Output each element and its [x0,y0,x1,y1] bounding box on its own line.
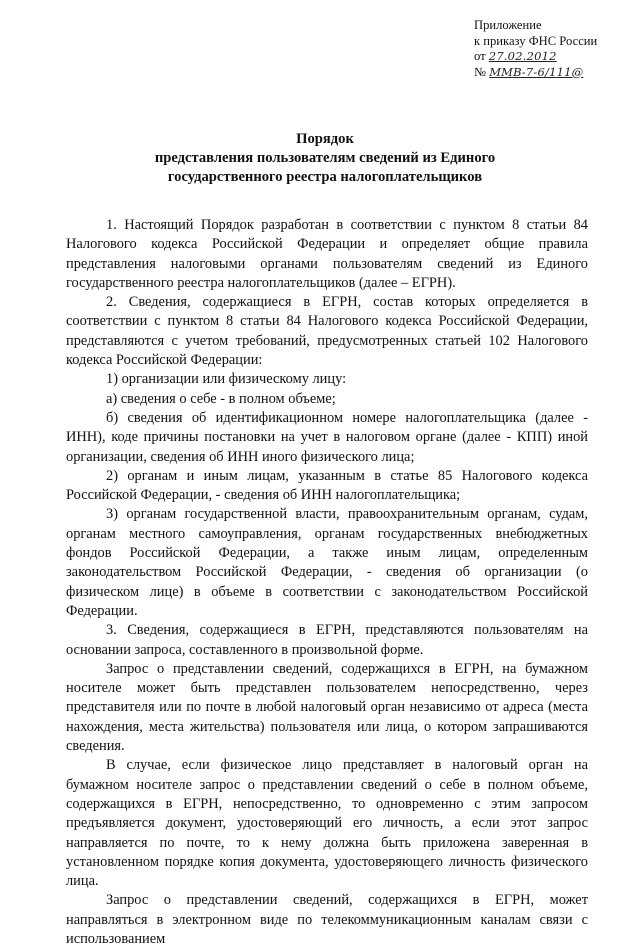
list-item-3: 3) органам государственной власти, правоохранительным органам, судам, органам местного самоуправления, органам государственных внебюджетных фондов Российской Федерации, а также иным лицам, определенным законодательством Российской Федерации, - сведения об организации (о физическом лице) в объеме в соответствии с законодательством Российской Федерации. [66,506,588,619]
title-line-1: Порядок [296,131,354,147]
list-item-1: 1) организации или физическому лицу: [106,371,347,388]
list-item-1a: а) сведения о себе - в полном объеме; [106,390,336,407]
handwritten-number: ММВ-7-6/111@ [489,64,584,79]
number-prefix: № [474,64,487,79]
list-item-2: 2) органам и иным лицам, указанным в статье 85 Налогового кодекса Российской Федерации, - сведения об ИНН налогоплательщика; [66,467,588,504]
paragraph-request-paper: Запрос о представлении сведений, содержащихся в ЕГРН, на бумажном носителе может быть представлен пользователем непосредственно, через представителя или по почте в любой налоговый орган независимо от адреса (места нахождения, места жительства) пользователя или лица, о котором запрашиваются сведения. [66,660,588,755]
paragraph-3: 3. Сведения, содержащиеся в ЕГРН, представляются пользователям на основании запроса, составленного в произвольной форме. [66,622,588,658]
document-title [60,130,590,187]
title-line-2: представления пользователям сведений из Единого [154,150,496,166]
paragraph-electronic-request: Запрос о представлении сведений, содержащихся в ЕГРН, может направляться в электронном виде по телекоммуникационным каналам связи с использованием [66,892,588,947]
title-line-3: государственного реестра налогоплательщиков [167,169,483,185]
handwritten-date: 27.02.2012 [488,49,557,63]
appendix-label: Приложение [474,18,542,32]
paragraph-individual-request: В случае, если физическое лицо представляет в налоговый орган на бумажном носителе запрос о представлении сведений о себе в полном объеме, содержащихся в ЕГРН, непосредственно, то одновременно с этим запросом предъявляется документ, удостоверяющий его личность, а если этот запрос направляется по почте, то к нему должна быть приложена заверенная в установленном порядке копия документа, удостоверяющего личность физического лица. [66,757,588,890]
date-prefix: от [474,49,486,63]
document-body [66,216,588,949]
list-item-1b: б) сведения об идентификационном номере налогоплательщика (далее - ИНН), коде причины постановки на учет в налоговом органе (далее - КПП) иной организации, сведения об ИНН иного физического лица; [66,409,588,465]
order-date [474,49,597,65]
paragraph-1: 1. Настоящий Порядок разработан в соответствии с пунктом 8 статьи 84 Налогового кодекса Российской Федерации и определяет общие правила представления налоговыми органами пользователям сведений из Единого государственного реестра налогоплательщиков (далее – ЕГРН). [66,217,588,291]
order-number [474,65,597,81]
appendix-block [474,18,597,80]
paragraph-2: 2. Сведения, содержащиеся в ЕГРН, состав которых определяется в соответствии с пунктом 8 статьи 84 Налогового кодекса Российской Федерации, представляются с учетом требований, предусмотренных статьей 102 Налогового кодекса Российской Федерации: [66,294,588,369]
order-reference: к приказу ФНС России [474,33,598,48]
